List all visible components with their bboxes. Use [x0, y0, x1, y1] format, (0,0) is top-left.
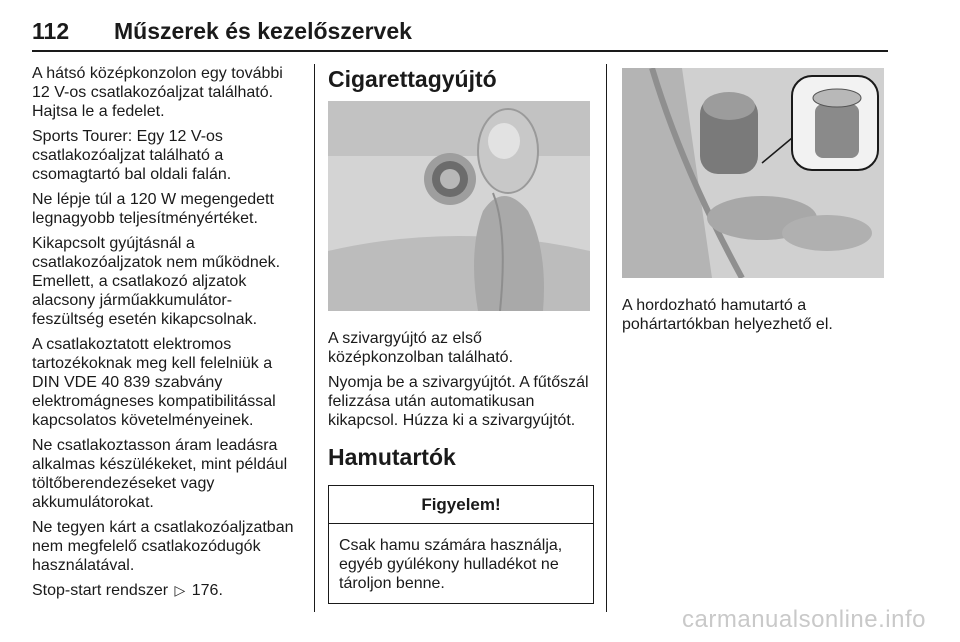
warning-box — [328, 485, 594, 604]
warning-body: Csak hamu számára használja, egyéb gyúlékony hulladékot ne tároljon benne. — [339, 537, 563, 592]
reference-label: Stop-start rendszer — [32, 582, 169, 599]
page-number: 112 — [32, 18, 70, 44]
column-divider — [314, 64, 315, 612]
paragraph: Nyomja be a szivargyújtót. A fűtőszál felizzása után automatikusan kikapcsol. Húzza ki a szivargyújtót. — [328, 374, 589, 429]
cigarette-lighter-photo — [328, 101, 590, 311]
paragraph: Kikapcsolt gyújtásnál a csatlakozóaljzatok nem működnek. Emellett, a csatlakozó aljzatok alacsony járműakkumulátor-feszültség esetén kikapcsolnak. — [32, 235, 281, 328]
paragraph: Sports Tourer: Egy 12 V-os csatlakozóaljzat található a csomagtartó bal oldali falán. — [32, 128, 232, 183]
section-title-ashtrays: Hamutartók — [328, 444, 456, 470]
column-right — [622, 64, 888, 340]
paragraph: A csatlakoztatott elektromos tartozékoknak meg kell felelniük a DIN VDE 40 839 szabvány elektromágneses kompatibilitással kapcsolatos követelményeinek. — [32, 336, 276, 429]
paragraph: Ne tegyen kárt a csatlakozóaljzatban nem megfelelő csatlakozódugók használatával. — [32, 519, 294, 574]
arrow-reference-icon: ▷ — [174, 582, 186, 598]
page-header — [32, 18, 888, 50]
header-divider — [32, 50, 888, 52]
paragraph: A hátsó középkonzolon egy további 12 V-os csatlakozóaljzat található. Hajtsa le a fedelet. — [32, 65, 283, 120]
section-title-cigarette-lighter: Cigarettagyújtó — [328, 66, 497, 92]
paragraph: Ne csatlakoztasson áram leadásra alkalmas készülékeket, mint például töltőberendezéseket vagy akkumulátorokat. — [32, 437, 288, 511]
paragraph: A szivargyújtó az első középkonzolban található. — [328, 330, 514, 366]
watermark: carmanualsonline.info — [682, 606, 926, 633]
paragraph: Ne lépje túl a 120 W megengedett legnagyobb teljesítményértéket. — [32, 191, 274, 227]
column-divider — [606, 64, 607, 612]
warning-title: Figyelem! — [329, 486, 593, 524]
reference-page: 176. — [191, 582, 223, 599]
cross-reference[interactable] — [32, 581, 304, 600]
column-middle — [328, 64, 594, 604]
ashtray-photo — [622, 68, 884, 278]
caption: A hordozható hamutartó a pohártartókban helyezhető el. — [622, 297, 833, 333]
column-left — [32, 64, 304, 606]
chapter-title: Műszerek és kezelőszervek — [114, 18, 412, 44]
